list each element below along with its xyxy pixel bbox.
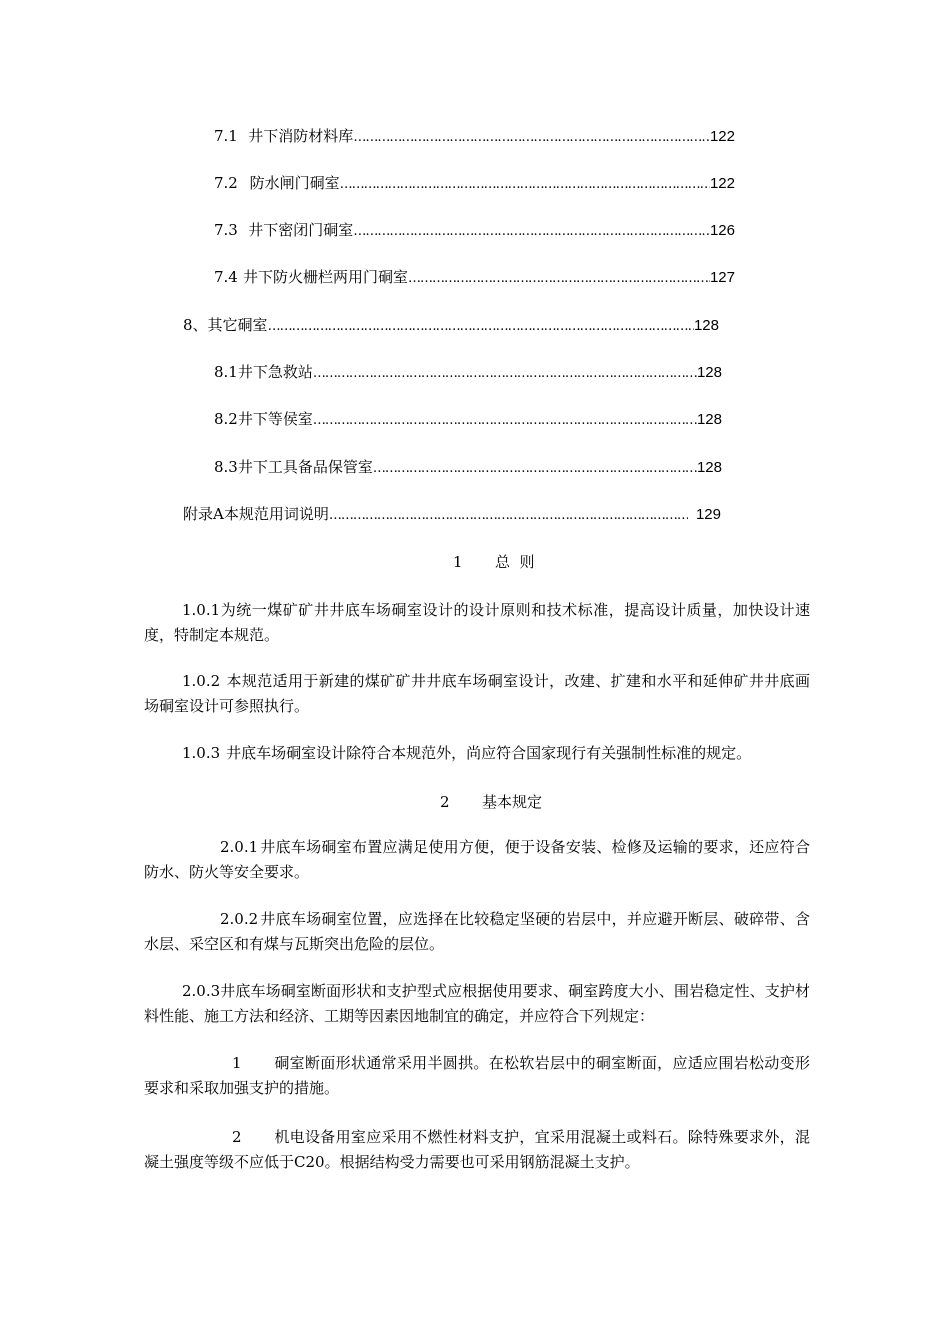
- list-item: [144, 1125, 810, 1175]
- toc-leader-dots: [313, 411, 697, 431]
- toc-entry-number: 7.4: [214, 268, 238, 286]
- toc-leader-dots: [268, 317, 694, 337]
- toc-entry-page: 122: [709, 175, 735, 192]
- section-heading: [440, 792, 542, 812]
- toc-entry[interactable]: [214, 267, 735, 289]
- toc-entry[interactable]: [214, 409, 722, 431]
- toc-entry-number: 7.1: [214, 127, 238, 145]
- toc-entry-page: 127: [709, 269, 735, 286]
- toc-entry-page: 126: [709, 222, 735, 239]
- toc-entry-page: 128: [696, 459, 722, 476]
- section-number: 1: [453, 553, 463, 571]
- toc-leader-dots: [408, 269, 710, 289]
- toc-leader-dots: [373, 459, 697, 479]
- list-item: [144, 1051, 810, 1101]
- toc-entry-page: 128: [693, 317, 719, 334]
- clause-text: 井底车场硐室布置应满足使用方便，便于设备安装、检修及运输的要求，还应符合防水、防火等安全要求。: [144, 838, 810, 881]
- toc-entry-number: 8.2: [214, 410, 238, 428]
- toc-entry-title: 井下急救站: [237, 363, 313, 381]
- toc-entry-number: 8.3: [214, 458, 238, 476]
- clause-text: 井底车场硐室位置，应选择在比较稳定坚硬的岩层中，并应避开断层、破碎带、含水层、采空区和有煤与瓦斯突出危险的层位。: [144, 910, 810, 953]
- clause-text: 井底车场硐室断面形状和支护型式应根据使用要求、硐室跨度大小、围岩稳定性、支护材料性能、施工方法和经济、工期等因素因地制宜的确定，并应符合下列规定：: [144, 982, 810, 1025]
- toc-entry[interactable]: [214, 220, 735, 242]
- clause-paragraph: [144, 907, 810, 957]
- toc-entry-title: 井下密闭门硐室: [248, 221, 354, 239]
- toc-entry[interactable]: [214, 173, 735, 195]
- section-number: 2: [440, 793, 450, 811]
- clause-text: 井底车场硐室设计除符合本规范外，尚应符合国家现行有关强制性标准的规定。: [226, 744, 752, 762]
- toc-entry-page: 128: [696, 364, 722, 381]
- toc-entry-number: 8、: [183, 316, 208, 334]
- toc-leader-dots: [313, 364, 697, 384]
- section-title: 基本规定: [482, 793, 543, 811]
- toc-entry-title: 井下等侯室: [237, 410, 313, 428]
- toc-entry-number: 7.2: [214, 174, 238, 192]
- list-item-number: 1: [232, 1054, 242, 1072]
- toc-leader-dots: [353, 222, 710, 242]
- clause-number: 2.0.3: [182, 982, 221, 1000]
- clause-paragraph: [144, 598, 810, 648]
- clause-paragraph: [144, 979, 810, 1029]
- toc-entry[interactable]: [214, 457, 722, 479]
- section-title: 总 则: [495, 553, 535, 571]
- clause-paragraph: [144, 741, 810, 766]
- clause-paragraph: [144, 669, 810, 719]
- toc-entry[interactable]: [214, 362, 722, 384]
- list-item-text: 机电设备用室应采用不燃性材料支护，宜采用混凝土或料石。除特殊要求外，混凝土强度等级不应低于C20。根据结构受力需要也可采用钢筋混凝土支护。: [144, 1128, 810, 1171]
- toc-entry-title: 井下工具备品保管室: [237, 458, 373, 476]
- clause-text: 本规范适用于新建的煤矿矿井井底车场硐室设计，改建、扩建和水平和延伸矿井井底画场硐室设计可参照执行。: [144, 672, 810, 715]
- list-item-text: 硐室断面形状通常采用半圆拱。在松软岩层中的硐室断面，应适应围岩松动变形要求和采取加强支护的措施。: [144, 1054, 810, 1097]
- toc-entry-page: 122: [709, 128, 735, 145]
- toc-entry-title: 其它硐室: [207, 316, 268, 334]
- toc-entry-page: 129: [695, 506, 721, 523]
- toc-entry-page: 128: [696, 411, 722, 428]
- section-heading: [453, 552, 535, 572]
- clause-number: 1.0.2: [182, 672, 221, 690]
- clause-text: 为统一煤矿矿井井底车场硐室设计的设计原则和技术标准，提高设计质量，加快设计速度，特制定本规范。: [144, 601, 810, 644]
- clause-number: 2.0.2: [220, 910, 259, 928]
- toc-entry[interactable]: [214, 126, 735, 148]
- toc-leader-dots: [353, 128, 710, 148]
- toc-entry-number: 8.1: [214, 363, 238, 381]
- toc-entry-number: 7.3: [214, 221, 238, 239]
- toc-entry-title: 井下防火栅栏两用门硐室: [243, 268, 409, 286]
- clause-number: 1.0.1: [182, 601, 221, 619]
- toc-leader-dots: [329, 506, 688, 526]
- toc-leader-dots: [340, 175, 710, 195]
- list-item-number: 2: [232, 1128, 242, 1146]
- toc-entry-title: 附录A本规范用词说明: [183, 505, 329, 523]
- clause-number: 1.0.3: [182, 744, 221, 762]
- clause-paragraph: [144, 835, 810, 885]
- toc-entry-title: 防水闸门硐室: [249, 174, 340, 192]
- toc-entry[interactable]: [183, 504, 721, 526]
- clause-number: 2.0.1: [220, 838, 259, 856]
- toc-entry-title: 井下消防材料库: [248, 127, 354, 145]
- toc-entry[interactable]: [183, 315, 719, 337]
